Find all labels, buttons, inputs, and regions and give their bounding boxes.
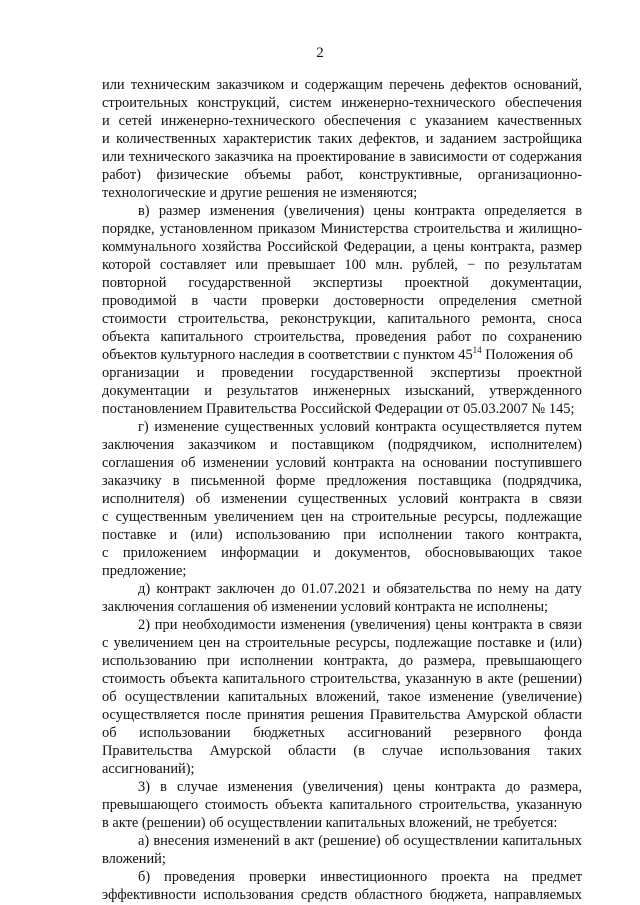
text-line: технологические и другие решения не изменяются;	[102, 185, 418, 201]
text-line: документации и результатов инженерных изысканий, утвержденного	[102, 383, 582, 399]
text-line: с увеличением цен на строительные ресурсы, подлежащие поставке и (или)	[102, 635, 582, 651]
text-line: об осуществлении капитальных вложений, такое изменение (увеличение)	[102, 689, 582, 705]
text-line: заключения соглашения об изменении условий контракта не исполнены;	[102, 599, 549, 615]
text-line: заказчику в письменной форме предложения поставщика (подрядчика,	[102, 473, 582, 489]
text-line: повторной государственной экспертизы проектной документации,	[102, 275, 582, 291]
text-line: об использовании бюджетных ассигнований резервного фонда	[102, 725, 582, 741]
text-line: в) размер изменения (увеличения) цены контракта определяется в	[138, 203, 582, 219]
text-line: стоимости строительства, реконструкции, капитального ремонта, сноса	[102, 311, 582, 327]
text-line: постановлением Правительства Российской Федерации от 05.03.2007 № 145;	[102, 401, 575, 417]
text-line: 2) при необходимости изменения (увеличения) цены контракта в связи	[138, 617, 582, 633]
text-line: б) проведения проверки инвестиционного проекта на предмет	[138, 869, 582, 885]
text-line: д) контракт заключен до 01.07.2021 и обязательства по нему на дату	[138, 581, 582, 597]
text-line: заключения заказчиком и поставщиком (подрядчиком, исполнителем)	[102, 437, 582, 453]
text-line: использованию при исполнении контракта, до размера, превышающего	[102, 653, 582, 669]
text-line: с приложением информации и документов, обосновывающих такое	[102, 545, 582, 561]
text-line: организации и проведении государственной экспертизы проектной	[102, 365, 582, 381]
text-line: строительных конструкций, систем инженерно-технического обеспечения	[102, 95, 582, 111]
text-line: или техническим заказчиком и содержащим перечень дефектов оснований,	[102, 77, 582, 93]
text-line: стоимость объекта капитального строительства, указанную в акте (решении)	[102, 671, 582, 687]
text-line: г) изменение существенных условий контракта осуществляется путем	[138, 419, 582, 435]
text-line-part: объектов культурного наследия в соответствии с пунктом 45	[102, 347, 473, 363]
text-line: порядке, установленном приказом Министерства строительства и жилищно-	[102, 221, 582, 237]
text-line: работ) физические объемы работ, конструктивные, организационно-	[102, 167, 582, 183]
text-line: поставке и (или) использованию при исполнении такого контракта,	[102, 527, 582, 543]
text-line: в акте (решении) об осуществлении капитальных вложений, не требуется:	[102, 815, 558, 831]
text-line: исполнителя) об изменении существенных условий контракта в связи	[102, 491, 582, 507]
footnote-reference: 14	[472, 346, 482, 355]
text-line: которой составляет или превышает 100 млн. рублей, − по результатам	[102, 257, 582, 273]
text-line: и количественных характеристик таких дефектов, и заданием застройщика	[102, 131, 582, 147]
text-line: вложений;	[102, 851, 166, 867]
text-line: проводимой в части проверки достоверности определения сметной	[102, 293, 582, 309]
text-line: предложение;	[102, 563, 187, 579]
text-line-part: Положения об	[481, 347, 573, 363]
text-line-with-footnote	[102, 346, 582, 364]
text-line: эффективности использования средств областного бюджета, направляемых	[102, 887, 582, 903]
text-line: коммунального хозяйства Российской Федерации, а цены контракта, размер	[102, 239, 582, 255]
text-line: а) внесения изменений в акт (решение) об осуществлении капитальных	[138, 833, 582, 849]
text-line: или технического заказчика на проектирование в зависимости от содержания	[102, 149, 582, 165]
document-body	[102, 76, 582, 904]
text-line: соглашения об изменении условий контракта на основании поступившего	[102, 455, 582, 471]
text-line: с существенным увеличением цен на строительные ресурсы, подлежащие	[102, 509, 582, 525]
text-line: осуществляется после принятия решения Правительства Амурской области	[102, 707, 582, 723]
text-line: Правительства Амурской области (в случае использования таких	[102, 743, 582, 759]
text-line: объекта капитального строительства, проведения работ по сохранению	[102, 329, 582, 345]
text-line: превышающего стоимость объекта капитального строительства, указанную	[102, 797, 582, 813]
page-number: 2	[316, 45, 324, 61]
text-line: 3) в случае изменения (увеличения) цены контракта до размера,	[138, 779, 582, 795]
text-line: и сетей инженерно-технического обеспечения с указанием качественных	[102, 113, 582, 129]
text-line: ассигнований);	[102, 761, 195, 777]
